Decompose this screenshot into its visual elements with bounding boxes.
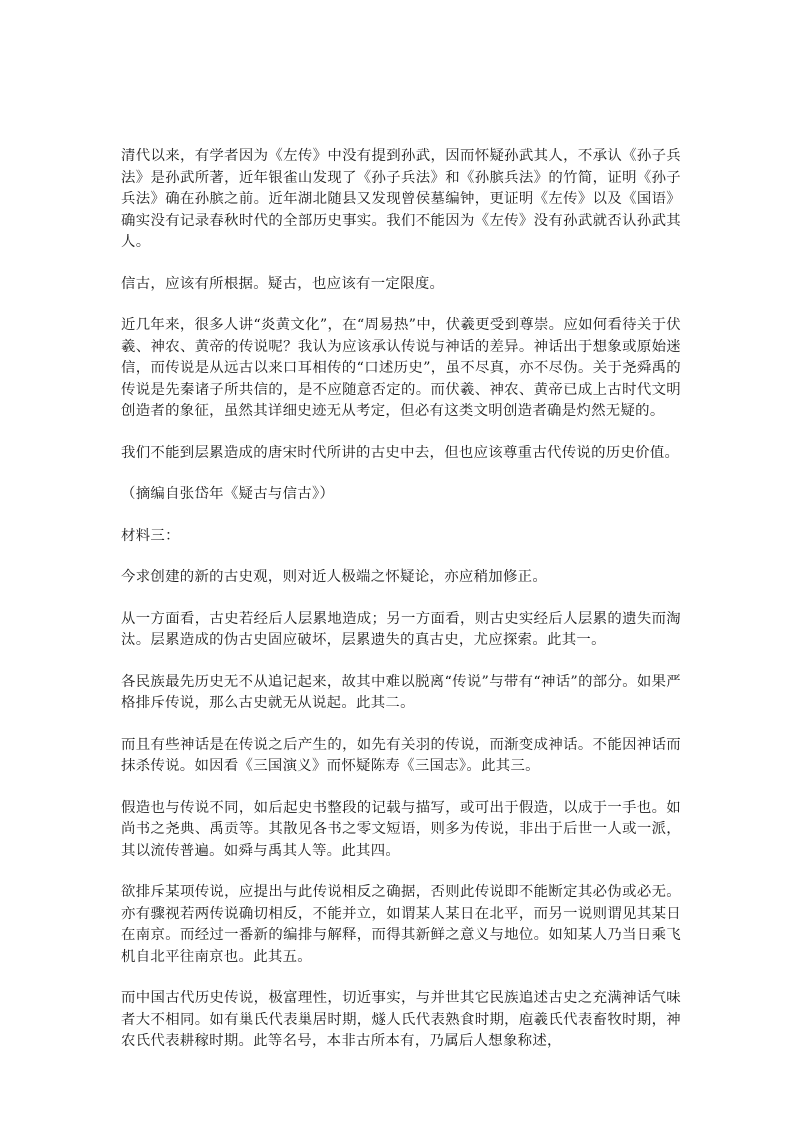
paragraph-zuozhuan-sunwu: 清代以来，有学者因为《左传》中没有提到孙武，因而怀疑孙武其人，不承认《孙子兵法》是孙武所著，近年银雀山发现了《孙子兵法》和《孙膑兵法》的竹简，证明《孙子兵法》确在孙膑之前。近年湖北随县又发现曾侯墓编钟，更证明《左传》以及《国语》确实没有记录春秋时代的全部历史事实。我们不能因为《左传》没有孙武就否认孙武其人。 (121, 148, 681, 250)
paragraph-point-one: 从一方面看，古史若经后人层累地造成；另一方面看，则古史实经后人层累的遗失而淘汰。层累造成的伪古史固应破坏，层累遗失的真古史，尤应探索。此其一。 (121, 610, 681, 648)
paragraph-point-two: 各民族最先历史无不从追记起来，故其中难以脱离“传说”与带有“神话”的部分。如果严格排斥传说，那么古史就无从说起。此其二。 (121, 673, 681, 711)
paragraph-respect-legend: 我们不能到层累造成的唐宋时代所讲的古史中去，但也应该尊重古代传说的历史价值。 (121, 444, 680, 461)
paragraph-point-three: 而且有些神话是在传说之后产生的，如先有关羽的传说，而渐变成神话。不能因神话而抹杀传说。如因看《三国演义》而怀疑陈寿《三国志》。此其三。 (121, 736, 681, 774)
material-heading: 材料三： (121, 527, 180, 544)
document-body (121, 146, 681, 1073)
paragraph-point-five: 欲排斥某项传说，应提出与此传说相反之确据，否则此传说即不能断定其必伪或必无。亦有骤视若两传说确切相反，不能并立，如谓某人某日在北平，而另一说则谓见其某日在南京。而经过一番新的编排与解释，而得其新鲜之意义与地位。如知某人乃当日乘飞机自北平往南京也。此其五。 (121, 884, 681, 965)
source-citation: （摘编自张岱年《疑古与信古》） (121, 486, 335, 502)
paragraph-point-four: 假造也与传说不同，如后起史书整段的记载与描写，或可出于假造，以成于一手也。如尚书之尧典、禹贡等。其散见各书之零文短语，则多为传说，非出于后世一人或一派，其以流传普遍。如舜与禹其人等。此其四。 (121, 799, 681, 859)
paragraph-chinese-legends: 而中国古代历史传说，极富理性，切近事实，与并世其它民族追述古史之充满神话气味者大不相同。如有巢氏代表巢居时期，燧人氏代表熟食时期，庖羲氏代表畜牧时期，神农氏代表耕稼时期。此等名号，本非古所本有，乃属后人想象称述， (121, 990, 681, 1049)
paragraph-new-historiography: 今求创建的新的古史观，则对近人极端之怀疑论，亦应稍加修正。 (121, 569, 548, 585)
paragraph-belief-doubt: 信古，应该有所根据。疑古，也应该有一定限度。 (121, 275, 445, 292)
paragraph-yanhuang-culture: 近几年来，很多人讲“炎黄文化”，在“周易热”中，伏羲更受到尊崇。应如何看待关于伏羲、神农、黄帝的传说呢？我认为应该承认传说与神话的差异。神话出于想象或原始迷信，而传说是从远古以来口耳相传的“口述历史”，虽不尽真，亦不尽伪。关于尧舜禹的传说是先秦诸子所共信的，是不应随意否定的。而伏羲、神农、黄帝已成上古时代文明创造者的象征，虽然其详细史迹无从考定，但必有这类文明创造者确是灼然无疑的。 (121, 317, 681, 419)
